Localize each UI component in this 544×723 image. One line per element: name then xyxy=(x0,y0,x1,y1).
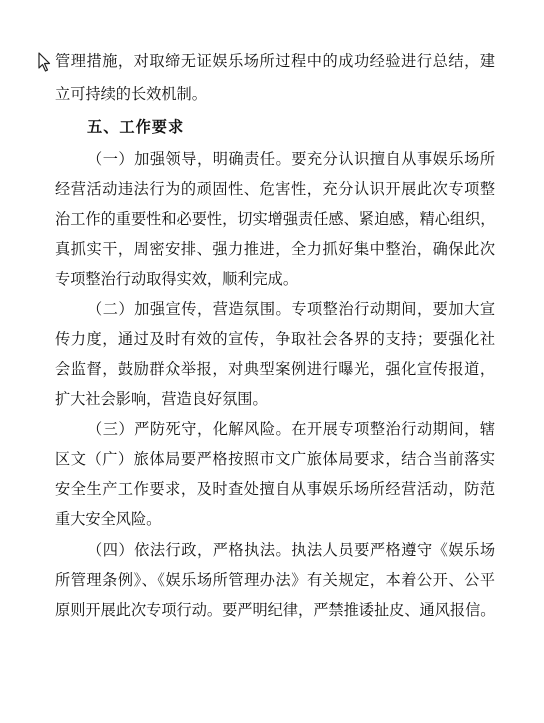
paragraph-line: （一）加强领导，明确责任。要充分认识擅自从事娱乐场所 xyxy=(87,150,495,168)
paragraph-line: 重大安全风险。 xyxy=(55,510,162,528)
paragraph-line: 扩大社会影响，营造良好氛围。 xyxy=(55,390,268,408)
paragraph-line: 会监督，鼓励群众举报，对典型案例进行曝光，强化宣传报道， xyxy=(55,360,495,378)
paragraph-line: （四）依法行政，严格执法。执法人员要严格遵守《娱乐场 xyxy=(87,541,495,559)
paragraph-line: 所管理条例》、《娱乐场所管理办法》有关规定，本着公开、公平 xyxy=(55,571,495,589)
paragraph-line: 治工作的重要性和必要性，切实增强责任感、紧迫感，精心组织， xyxy=(55,210,496,228)
paragraph-line: 管理措施，对取缔无证娱乐场所过程中的成功经验进行总结，建 xyxy=(55,52,495,70)
paragraph-line: 专项整治行动取得实效，顺利完成。 xyxy=(55,270,298,288)
paragraph-line: 原则开展此次专项行动。要严明纪律，严禁推诿扯皮、通风报信。 xyxy=(55,601,496,619)
paragraph-line: 传力度，通过及时有效的宣传，争取社会各界的支持；要强化社 xyxy=(55,330,495,348)
paragraph-line: 安全生产工作要求，及时查处擅自从事娱乐场所经营活动，防范 xyxy=(55,480,495,498)
paragraph-line: （三）严防死守，化解风险。在开展专项整治行动期间，辖 xyxy=(87,420,495,438)
paragraph-line: 真抓实干，周密安排、强力推进，全力抓好集中整治，确保此次 xyxy=(55,240,495,258)
mouse-pointer-icon xyxy=(38,52,52,72)
section-heading: 五、工作要求 xyxy=(87,118,185,136)
paragraph-line: （二）加强宣传，营造氛围。专项整治行动期间，要加大宣 xyxy=(87,300,495,318)
paragraph-line: 立可持续的长效机制。 xyxy=(55,85,207,103)
paragraph-line: 区文（广）旅体局要严格按照市文广旅体局要求，结合当前落实 xyxy=(55,450,495,468)
paragraph-line: 经营活动违法行为的顽固性、危害性，充分认识开展此次专项整 xyxy=(55,180,495,198)
